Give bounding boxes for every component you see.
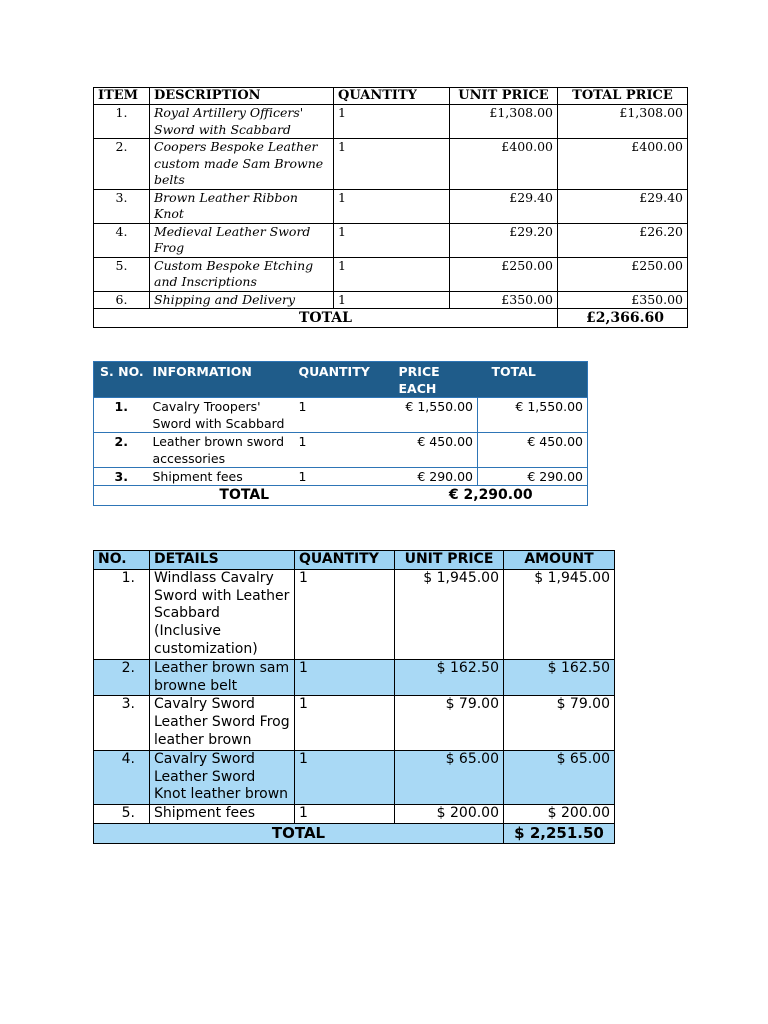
row-quantity: 1	[295, 750, 395, 804]
item-description: Shipping and Delivery	[150, 291, 334, 309]
row-total: € 450.00	[478, 433, 588, 468]
row-price-each: € 290.00	[395, 468, 478, 486]
header-item: ITEM	[94, 88, 150, 105]
header-unit-price: UNIT PRICE	[395, 551, 504, 570]
header-quantity: QUANTITY	[295, 362, 395, 398]
item-unit-price: £250.00	[450, 257, 558, 291]
row-price-each: € 450.00	[395, 433, 478, 468]
item-quantity: 1	[334, 105, 450, 139]
item-unit-price: £29.20	[450, 223, 558, 257]
header-amount: AMOUNT	[504, 551, 615, 570]
table-row	[94, 433, 588, 468]
table-row	[94, 291, 688, 309]
header-total: TOTAL	[478, 362, 588, 398]
item-quantity: 1	[334, 223, 450, 257]
row-details: Cavalry Sword Leather Sword Frog leather brown	[150, 696, 295, 750]
total-label: TOTAL	[94, 309, 558, 328]
item-number: 4.	[94, 223, 150, 257]
table-row	[94, 569, 615, 659]
header-quantity: QUANTITY	[334, 88, 450, 105]
row-details: Leather brown sam browne belt	[150, 659, 295, 696]
total-value: $ 2,251.50	[504, 823, 615, 843]
row-number: 2.	[94, 659, 150, 696]
row-unit-price: $ 79.00	[395, 696, 504, 750]
row-number: 1.	[94, 569, 150, 659]
row-information: Leather brown sword accessories	[149, 433, 295, 468]
row-number: 3.	[94, 696, 150, 750]
row-number: 5.	[94, 805, 150, 824]
table-row	[94, 139, 688, 190]
total-label: TOTAL	[94, 486, 395, 506]
total-row	[94, 823, 615, 843]
row-unit-price: $ 200.00	[395, 805, 504, 824]
item-description: Brown Leather Ribbon Knot	[150, 189, 334, 223]
header-information: INFORMATION	[149, 362, 295, 398]
item-description: Coopers Bespoke Leather custom made Sam Browne belts	[150, 139, 334, 190]
row-information: Cavalry Troopers' Sword with Scabbard	[149, 398, 295, 433]
table-header-row	[94, 551, 615, 570]
table-row	[94, 257, 688, 291]
table-header-row	[94, 362, 588, 398]
item-quantity: 1	[334, 139, 450, 190]
item-total-price: £29.40	[558, 189, 688, 223]
row-total: € 290.00	[478, 468, 588, 486]
table-row	[94, 805, 615, 824]
header-no: NO.	[94, 551, 150, 570]
item-unit-price: £1,308.00	[450, 105, 558, 139]
table-row	[94, 105, 688, 139]
item-description: Custom Bespoke Etching and Inscriptions	[150, 257, 334, 291]
item-total-price: £26.20	[558, 223, 688, 257]
item-number: 3.	[94, 189, 150, 223]
item-total-price: £1,308.00	[558, 105, 688, 139]
row-amount: $ 162.50	[504, 659, 615, 696]
item-total-price: £350.00	[558, 291, 688, 309]
row-unit-price: $ 1,945.00	[395, 569, 504, 659]
row-amount: $ 65.00	[504, 750, 615, 804]
item-quantity: 1	[334, 257, 450, 291]
row-quantity: 1	[295, 433, 395, 468]
table-row	[94, 750, 615, 804]
row-number: 2.	[94, 433, 149, 468]
header-total-price: TOTAL PRICE	[558, 88, 688, 105]
row-price-each: € 1,550.00	[395, 398, 478, 433]
row-amount: $ 200.00	[504, 805, 615, 824]
item-description: Medieval Leather Sword Frog	[150, 223, 334, 257]
total-value: £2,366.60	[558, 309, 688, 328]
invoice-table-usd	[93, 550, 615, 844]
row-quantity: 1	[295, 659, 395, 696]
table-row	[94, 398, 588, 433]
item-unit-price: £29.40	[450, 189, 558, 223]
table-row	[94, 696, 615, 750]
total-row	[94, 486, 588, 506]
row-number: 1.	[94, 398, 149, 433]
table-header-row	[94, 88, 688, 105]
item-number: 6.	[94, 291, 150, 309]
item-quantity: 1	[334, 189, 450, 223]
table-row	[94, 468, 588, 486]
total-label: TOTAL	[94, 823, 504, 843]
total-row	[94, 309, 688, 328]
row-quantity: 1	[295, 805, 395, 824]
item-unit-price: £350.00	[450, 291, 558, 309]
item-unit-price: £400.00	[450, 139, 558, 190]
row-information: Shipment fees	[149, 468, 295, 486]
item-number: 5.	[94, 257, 150, 291]
row-quantity: 1	[295, 468, 395, 486]
header-quantity: QUANTITY	[295, 551, 395, 570]
table-row	[94, 659, 615, 696]
item-number: 2.	[94, 139, 150, 190]
header-details: DETAILS	[150, 551, 295, 570]
row-total: € 1,550.00	[478, 398, 588, 433]
table-row	[94, 189, 688, 223]
row-quantity: 1	[295, 696, 395, 750]
row-details: Cavalry Sword Leather Sword Knot leather brown	[150, 750, 295, 804]
header-description: DESCRIPTION	[150, 88, 334, 105]
item-number: 1.	[94, 105, 150, 139]
row-unit-price: $ 162.50	[395, 659, 504, 696]
table-row	[94, 223, 688, 257]
row-number: 4.	[94, 750, 150, 804]
total-value: € 2,290.00	[395, 486, 588, 506]
row-number: 3.	[94, 468, 149, 486]
row-details: Windlass Cavalry Sword with Leather Scabbard (Inclusive customization)	[150, 569, 295, 659]
row-amount: $ 79.00	[504, 696, 615, 750]
item-total-price: £400.00	[558, 139, 688, 190]
header-price-each: PRICE EACH	[395, 362, 478, 398]
item-description: Royal Artillery Officers' Sword with Scabbard	[150, 105, 334, 139]
row-quantity: 1	[295, 398, 395, 433]
item-total-price: £250.00	[558, 257, 688, 291]
row-quantity: 1	[295, 569, 395, 659]
row-unit-price: $ 65.00	[395, 750, 504, 804]
invoice-table-gbp	[93, 87, 688, 328]
row-details: Shipment fees	[150, 805, 295, 824]
invoice-table-eur	[93, 361, 588, 506]
row-amount: $ 1,945.00	[504, 569, 615, 659]
header-sno: S. NO.	[94, 362, 149, 398]
header-unit-price: UNIT PRICE	[450, 88, 558, 105]
item-quantity: 1	[334, 291, 450, 309]
